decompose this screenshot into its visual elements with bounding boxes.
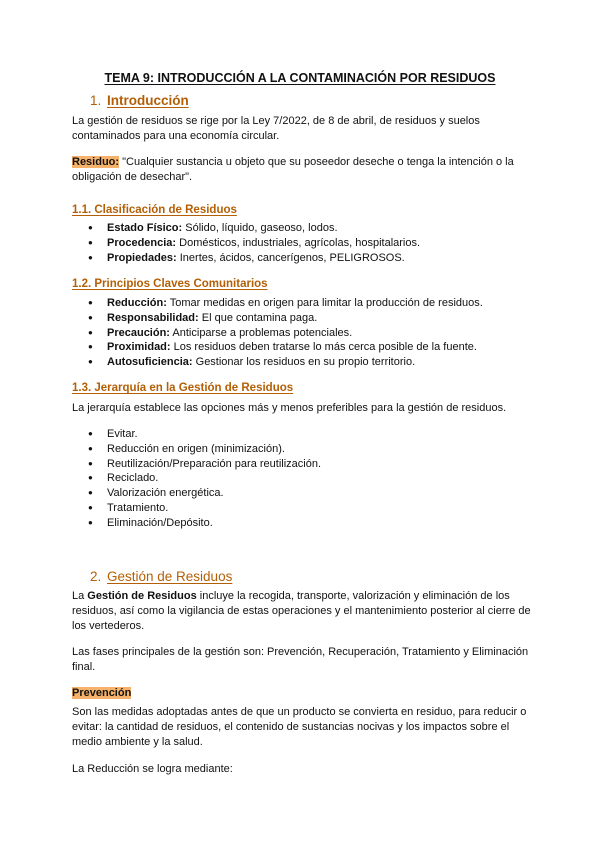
section-2-heading [90, 569, 232, 584]
subsection-1-2-heading: 1.2. Principios Claves Comunitarios [72, 278, 268, 290]
list-item: ● Procedencia: Domésticos, industriales, agrícolas, hospitalarios. [88, 236, 420, 251]
intro-paragraph: La gestión de residuos se rige por la Ley 7/2022, de 8 de abril, de residuos y suelos contaminados para una economía circular. [72, 115, 480, 142]
list-item: ● Precaución: Anticiparse a problemas potenciales. [88, 326, 483, 341]
fases-paragraph: Las fases principales de la gestión son: Prevención, Recuperación, Tratamiento y Eliminación final. [72, 646, 529, 673]
list-item: ● Propiedades: Inertes, ácidos, cancerígenos, PELIGROSOS. [88, 251, 420, 266]
section-1-number: 1. [90, 93, 102, 108]
list-item: ● Proximidad: Los residuos deben tratarse lo más cerca posible de la fuente. [88, 340, 483, 355]
residuo-label: Residuo: [72, 156, 120, 168]
residuo-text: "Cualquier sustancia u objeto que su poseedor deseche o tenga la intención o la obligación de desechar". [72, 156, 514, 183]
gestion-bold-term: Gestión de Residuos [87, 590, 197, 602]
gestion-paragraph: La Gestión de Residuos incluye la recogida, transporte, valorización y eliminación de los residuos, así como la vigilancia de estas operaciones y el mantenimiento posterior al cierre de los vertederos. [72, 590, 531, 632]
list-item: ● Reciclado. [88, 471, 321, 486]
section-2-title: Gestión de Residuos [107, 569, 233, 584]
list-item: ● Valorización energética. [88, 486, 321, 501]
list-item: ● Reutilización/Preparación para reutilización. [88, 457, 321, 472]
prevencion-heading [72, 686, 532, 701]
prevencion-paragraph: Son las medidas adoptadas antes de que un producto se convierta en residuo, para reducir o evitar: la cantidad de residuos, el contenido de sustancias nocivas y los impactos sobre el medio ambiente y la salud. [72, 706, 527, 748]
section-2-number: 2. [90, 569, 102, 584]
list-item: ● Estado Físico: Sólido, líquido, gaseoso, lodos. [88, 221, 420, 236]
list-item: ● Reducción: Tomar medidas en origen para limitar la producción de residuos. [88, 296, 483, 311]
reduccion-paragraph: La Reducción se logra mediante: [72, 763, 233, 775]
jerarquia-intro: La jerarquía establece las opciones más y menos preferibles para la gestión de residuos. [72, 402, 507, 414]
clasificacion-list [88, 221, 420, 265]
document-title: TEMA 9: INTRODUCCIÓN A LA CONTAMINACIÓN POR RESIDUOS [104, 71, 496, 85]
principios-list [88, 296, 483, 370]
list-item: ● Autosuficiencia: Gestionar los residuos en su propio territorio. [88, 355, 483, 370]
list-item: ● Evitar. [88, 427, 321, 442]
residuo-definition [72, 155, 532, 185]
subsection-1-1-heading: 1.1. Clasificación de Residuos [72, 204, 237, 216]
list-item: ● Responsabilidad: El que contamina paga. [88, 311, 483, 326]
section-1-title: Introducción [107, 93, 189, 108]
jerarquia-list [88, 427, 321, 531]
list-item: ● Reducción en origen (minimización). [88, 442, 321, 457]
list-item: ● Tratamiento. [88, 501, 321, 516]
prevencion-label: Prevención [72, 687, 132, 699]
section-1-heading [90, 93, 189, 108]
list-item: ● Eliminación/Depósito. [88, 516, 321, 531]
subsection-1-3-heading: 1.3. Jerarquía en la Gestión de Residuos [72, 382, 294, 394]
